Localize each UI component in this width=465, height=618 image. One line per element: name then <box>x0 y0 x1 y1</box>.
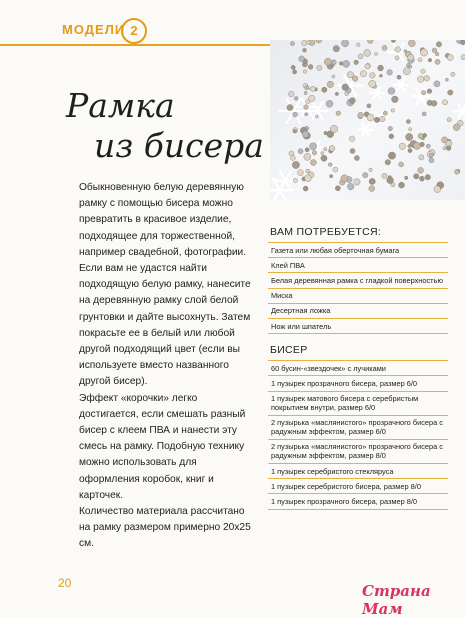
page-title <box>66 86 264 166</box>
beads-item: 2 пузырька «маслянистого» прозрачного бисера с радужным эффектом, размер 8/0 <box>268 439 448 463</box>
beaded-frame-photo <box>270 40 465 200</box>
materials-item: Газета или любая оберточная бумага <box>268 242 448 257</box>
materials-item: Десертная ложка <box>268 303 448 318</box>
beads-item: 1 пузырек прозрачного бисера, размер 8/0 <box>268 493 448 509</box>
beads-item: 1 пузырек матового бисера с серебристым покрытием внутри, размер 6/0 <box>268 391 448 415</box>
beads-item: 1 пузырек серебристого стекляруса <box>268 463 448 478</box>
page-number: 20 <box>58 576 72 590</box>
intro-paragraph-3: Количество материала рассчитано на рамку размером примерно 20х25 см. <box>79 506 251 550</box>
materials-heading: ВАМ ПОТРЕБУЕТСЯ: <box>270 226 382 238</box>
intro-text <box>79 180 257 553</box>
beads-item: 60 бусин-«звездочек» с лучиками <box>268 360 448 375</box>
intro-paragraph-1: Обыкновенную белую деревянную рамку с помощью бисера можно превратить в красивое изделие, подходящее для торжественной, например свадебной, фотографии. Если вам не удастся найти подходящую белую рамку, нанесите на деревянную рамку слой белой грунтовки и дайте высохнуть. Затем покрасьте ее в белый или любой другой подходящий цвет (если вы используете вместо названного другой бисер). <box>79 182 251 388</box>
intro-paragraph-2: Эффект «корочки» легко достигается, если смешать разный бисер с клеем ПВА и нанести эту смесь на рамку. Подобную технику можно использовать для оформления коробок, книг и карточек. <box>79 392 246 501</box>
materials-item: Нож или шпатель <box>268 318 448 334</box>
site-watermark: Страна Мам <box>362 582 431 618</box>
beads-item: 2 пузырька «маслянистого» прозрачного бисера с радужным эффектом, размер 6/0 <box>268 415 448 439</box>
beads-item: 1 пузырек серебристого бисера, размер 8/0 <box>268 478 448 493</box>
beads-heading: БИСЕР <box>270 344 308 357</box>
materials-item: Клей ПВА <box>268 257 448 272</box>
title-line-2: из бисера <box>94 126 264 165</box>
supplies-panel <box>268 220 448 510</box>
beads-item: 1 пузырек прозрачного бисера, размер 6/0 <box>268 375 448 390</box>
section-label: МОДЕЛИ <box>62 22 126 37</box>
materials-item: Белая деревянная рамка с гладкой поверхностью <box>268 272 448 287</box>
materials-item: Миска <box>268 288 448 303</box>
title-line-1: Рамка <box>66 86 175 125</box>
section-number-badge: 2 <box>121 18 147 44</box>
